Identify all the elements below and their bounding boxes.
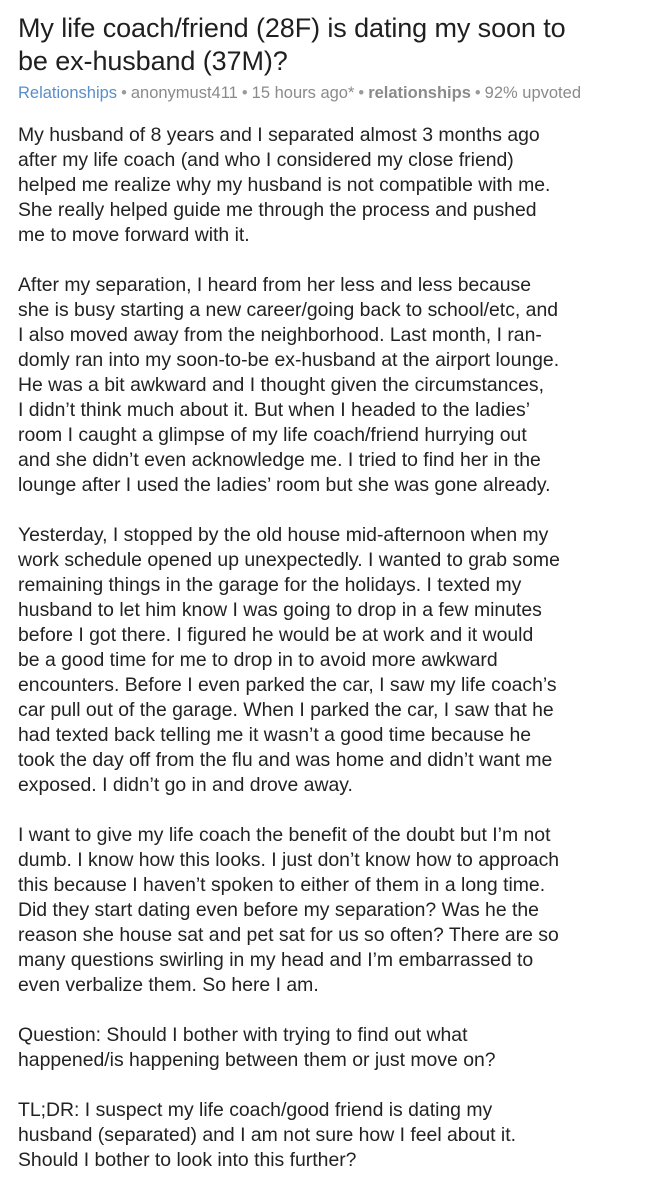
post-title-line: My life coach/friend (28F) is dating my soon to [18,13,566,43]
paragraph-line: work schedule opened up unexpectedly. I wanted to grab some [18,549,560,571]
post-title-line: be ex-husband (37M)? [18,46,288,76]
paragraph-line: be a good time for me to drop in to avoid more awkward [18,649,498,671]
post-paragraph [18,273,627,498]
paragraph-line: many questions swirling in my head and I’m embarrassed to [18,949,534,971]
subreddit-link[interactable]: Relationships [18,84,118,102]
meta-separator: • [474,84,481,102]
post-paragraph [18,1023,627,1073]
paragraph-line: helped me realize why my husband is not compatible with me. [18,174,551,196]
paragraph-line: I also moved away from the neighborhood. Last month, I ran- [18,324,542,346]
paragraph-line: Should I bother to look into this further? [18,1149,357,1171]
paragraph-line: this because I haven’t spoken to either of them in a long time. [18,874,546,896]
paragraph-line: My husband of 8 years and I separated almost 3 months ago [18,124,540,146]
paragraph-line: Did they start dating even before my separation? Was he the [18,899,539,921]
paragraph-line: I want to give my life coach the benefit of the doubt but I’m not [18,824,551,846]
paragraph-line: I didn’t think much about it. But when I headed to the ladies’ [18,399,531,421]
paragraph-line: car pull out of the garage. When I parked the car, I saw that he [18,699,554,721]
paragraph-line: domly ran into my soon-to-be ex-husband at the airport lounge. [18,349,560,371]
paragraph-line: exposed. I didn’t go in and drove away. [18,774,353,796]
paragraph-line: took the day off from the flu and was home and didn’t want me [18,749,553,771]
paragraph-line: husband to let him know I was going to drop in a few minutes [18,599,542,621]
paragraph-line: dumb. I know how this looks. I just don’t know how to approach [18,849,560,871]
paragraph-line: happened/is happening between them or just move on? [18,1049,496,1071]
paragraph-line: She really helped guide me through the process and pushed [18,199,537,221]
paragraph-line: TL;DR: I suspect my life coach/good friend is dating my [18,1099,493,1121]
meta-separator: • [241,84,248,102]
post-flair: relationships [368,84,471,102]
post-body [18,123,627,1173]
paragraph-line: room I caught a glimpse of my life coach/friend hurrying out [18,424,527,446]
post-title[interactable] [18,12,627,78]
meta-separator: • [358,84,365,102]
post-paragraph [18,523,627,798]
paragraph-line: He was a bit awkward and I thought given the circumstances, [18,374,544,396]
paragraph-line: she is busy starting a new career/going back to school/etc, and [18,299,559,321]
paragraph-line: after my life coach (and who I considered my close friend) [18,149,514,171]
author-link[interactable]: anonymust411 [130,84,238,102]
paragraph-line: reason she house sat and pet sat for us so often? There are so [18,924,559,946]
paragraph-line: encounters. Before I even parked the car, I saw my life coach’s [18,674,557,696]
post-time: 15 hours ago* [251,84,355,102]
paragraph-line: remaining things in the garage for the holidays. I texted my [18,574,522,596]
paragraph-line: before I got there. I figured he would be at work and it would [18,624,534,646]
paragraph-line: Yesterday, I stopped by the old house mid-afternoon when my [18,524,549,546]
paragraph-line: husband (separated) and I am not sure how I feel about it. [18,1124,517,1146]
paragraph-line: and she didn’t even acknowledge me. I tried to find her in the [18,449,541,471]
post-paragraph [18,1098,627,1173]
post-meta [18,82,627,104]
paragraph-line: even verbalize them. So here I am. [18,974,319,996]
upvote-ratio: 92% upvoted [484,84,581,102]
meta-separator: • [121,84,127,102]
paragraph-line: had texted back telling me it wasn’t a good time because he [18,724,532,746]
paragraph-line: Question: Should I bother with trying to find out what [18,1024,468,1046]
post-paragraph [18,123,627,248]
paragraph-line: After my separation, I heard from her less and less because [18,274,532,296]
post-paragraph [18,823,627,998]
paragraph-line: me to move forward with it. [18,224,250,246]
paragraph-line: lounge after I used the ladies’ room but she was gone already. [18,474,551,496]
